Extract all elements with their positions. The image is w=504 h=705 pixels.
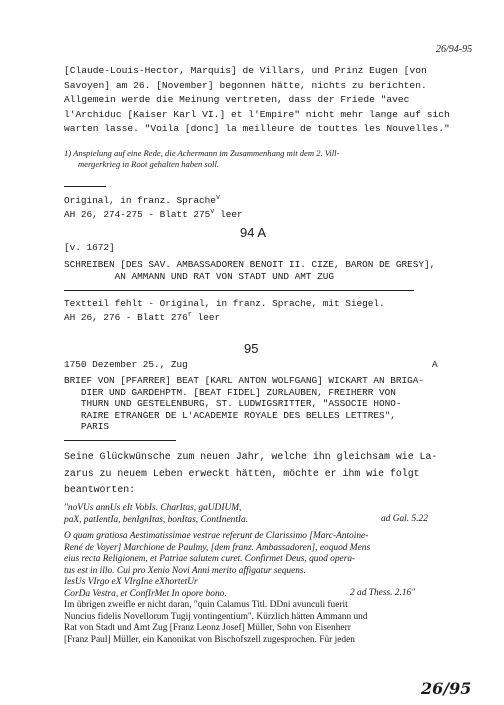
source-line: AH 26, 276 - Blatt 276 [64,311,188,323]
latin-ref-2: 2 ad Thess. 2.16" [350,588,416,598]
top-paragraph [64,64,450,137]
superscript: v [210,207,215,216]
source-line: Original, in franz. Sprache [64,195,216,207]
latin-ref-1: ad Gal. 5.22 [381,514,428,524]
text-line: Rat von Stadt und Amt Zug [Franz Leonz Josef] Müller, Sohn von Eisenherr [64,623,351,634]
divider [64,290,414,291]
doc-date-94a: [v. 1672] [64,242,115,253]
text-line: l'Archiduc [Kaiser Karl VI.] et l'Empire" nicht mehr lange auf sich [64,108,450,120]
verse-line: tus est in illo. Cui pro Xenio Novi Anni merito affigatur sequens. [64,565,306,576]
intro-paragraph [64,449,437,499]
verse-line: IesUs VIrgo eX VIrgIne eXhortetUr [64,577,198,587]
handwritten-page-mark: 26/95 [421,679,472,698]
title-line: AN AMMANN UND RAT VON STADT UND AMT ZUG [64,270,335,282]
verse-line: paX, patIentIa, benIgnItas, bonItas, ContInentIa. [64,514,249,525]
doc-title-95 [64,375,424,433]
source-line-tail: leer [191,311,221,323]
text-line: [Claude-Louis-Hector, Marquis] de Villars, und Prinz Eugen [von [64,65,427,76]
source-note-94a [64,298,385,323]
latin-verse-1 [64,503,248,526]
text-line: Seine Glückwünsche zum neuen Jahr, welche ihn gleichsam wie La- [64,451,438,462]
divider [64,440,176,441]
superscript: v [215,194,221,202]
footnote-line: 1) Anspielung auf eine Rede, die Achermann im Zusammenhang mit dem 2. Vill- [64,148,340,158]
footnote-line: mergerkrieg in Root gehalten haben soll. [78,159,219,169]
footnote [64,148,339,170]
verse-line: CorDa Vestra, et ConfIrMet In opore bono. [64,588,227,599]
title-line: BRIEF VON [PFARRER] BEAT [KARL ANTON WOLFGANG] WICKART AN BRIGA- [64,375,425,386]
divider [64,186,106,187]
doc-number-95: 95 [244,341,259,356]
title-line: DIER UND GARDEHPTM. [BEAT FIDEL] ZURLAUBEN, FREIHERR VON [64,386,396,398]
doc-date-95: 1750 Dezember 25., Zug [64,359,188,370]
source-line: AH 26, 274-275 - Blatt 275 [64,208,211,220]
source-line: Textteil fehlt - Original, in franz. Sprache, mit Siegel. [64,298,385,309]
text-line: beantworten: [64,484,136,495]
verse-line: eius recta Religionem, et Patriae salutem curet. Confirmet Deus, quod opera- [64,554,356,564]
doc-marker-95: A [432,359,438,370]
doc-number-94a: 94 A [240,225,267,240]
text-line: Im übrigen zweifle er nicht daran, "quin Calamus Titl. DDni avunculi fuerit [64,600,348,610]
text-line: [Franz Paul] Müller, ein Kanonikat von Bischofszell zugesprochen. Für jeden [64,635,355,646]
title-line: SCHREIBEN [DES SAV. AMBASSADOREN BENOIT II. CIZE, BARON DE GRESY], [64,259,436,270]
title-line: THURN UND GESTELENBURG, ST. LUDWIGSRITTER, "ASSOCIE HONO- [64,398,402,410]
text-line: zarus zu neuem Leben erweckt hätten, möchte er ihm wie folgt [64,467,420,479]
verse-line: "noVUs annUs eIt VobIs. CharItas, gaUDIUM, [64,503,242,513]
source-note-94 [64,193,243,220]
superscript: r [187,310,192,319]
verse-line: O quam gratiosa Aestimatissimae vestrae referunt de Clarissimo [Marc-Antoine- [64,531,369,541]
title-line: RAIRE ETRANGER DE L'ACADEMIE ROYALE DES BELLES LETTRES", [64,409,396,421]
page-reference: 26/94-95 [436,44,473,55]
closing-paragraph [64,600,368,647]
text-line: Allgemein werde die Meinung vertreten, dass der Friede "avec [64,94,410,105]
source-line-tail: leer [214,208,243,220]
text-line: Nuncius fidelis Novellorum Tugij vontingentium". Kürzlich hätten Ammann und [64,611,368,622]
text-line: Savoyen] am 26. [November] begonnen hätte, nichts zu berichten. [64,79,427,91]
title-line: PARIS [64,421,110,433]
latin-passage [64,531,370,600]
doc-title-94a [64,259,435,282]
verse-line: René de Voyer] Marchione de Paulmy, [dem franz. Ambassadoren], eoquod Mens [64,542,371,553]
text-line: warten lasse. "Voila [donc] la meilleure de touttes les Nouvelles." [64,123,450,134]
